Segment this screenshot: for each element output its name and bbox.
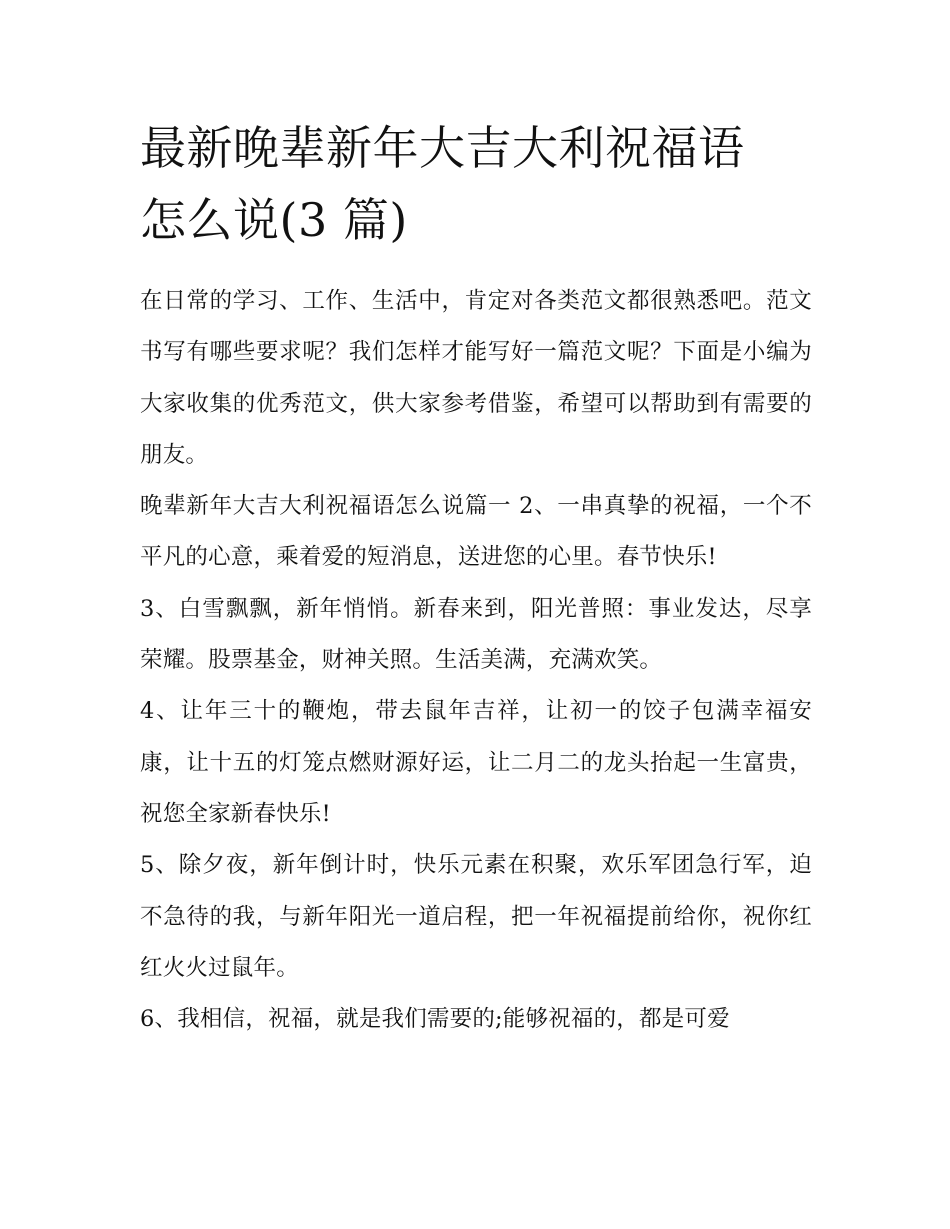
greeting-paragraph-4: 4、让年三十的鞭炮，带去鼠年吉祥，让初一的饺子包满幸福安康，让十五的灯笼点燃财源好运，让二月二的龙头抬起一生富贵，祝您全家新春快乐!: [140, 698, 812, 827]
document-page: [140, 112, 812, 1045]
greeting-paragraph-2: 晚辈新年大吉大利祝福语怎么说篇一 2、一串真挚的祝福，一个不平凡的心意，乘着爱的短消息，送进您的心里。春节快乐!: [140, 493, 812, 571]
intro-paragraph: 在日常的学习、工作、生活中，肯定对各类范文都很熟悉吧。范文书写有哪些要求呢？我们怎样才能写好一篇范文呢？下面是小编为大家收集的优秀范文，供大家参考借鉴，希望可以帮助到有需要的朋友。: [140, 288, 812, 468]
document-body: [140, 276, 812, 1045]
greeting-paragraph-6: 6、我相信，祝福，就是我们需要的;能够祝福的，都是可爱: [140, 1006, 730, 1033]
document-title: [140, 112, 812, 256]
greeting-paragraph-3: 3、白雪飘飘，新年悄悄。新春来到，阳光普照：事业发达，尽享荣耀。股票基金，财神关照。生活美满，充满欢笑。: [140, 595, 812, 674]
title-line-1: 最新晚辈新年大吉大利祝福语: [140, 121, 745, 175]
greeting-paragraph-5: 5、除夕夜，新年倒计时，快乐元素在积聚，欢乐军团急行军，迫不急待的我，与新年阳光一道启程，把一年祝福提前给你，祝你红红火火过鼠年。: [140, 852, 812, 981]
title-line-2: 怎么说(3 篇): [140, 193, 408, 247]
